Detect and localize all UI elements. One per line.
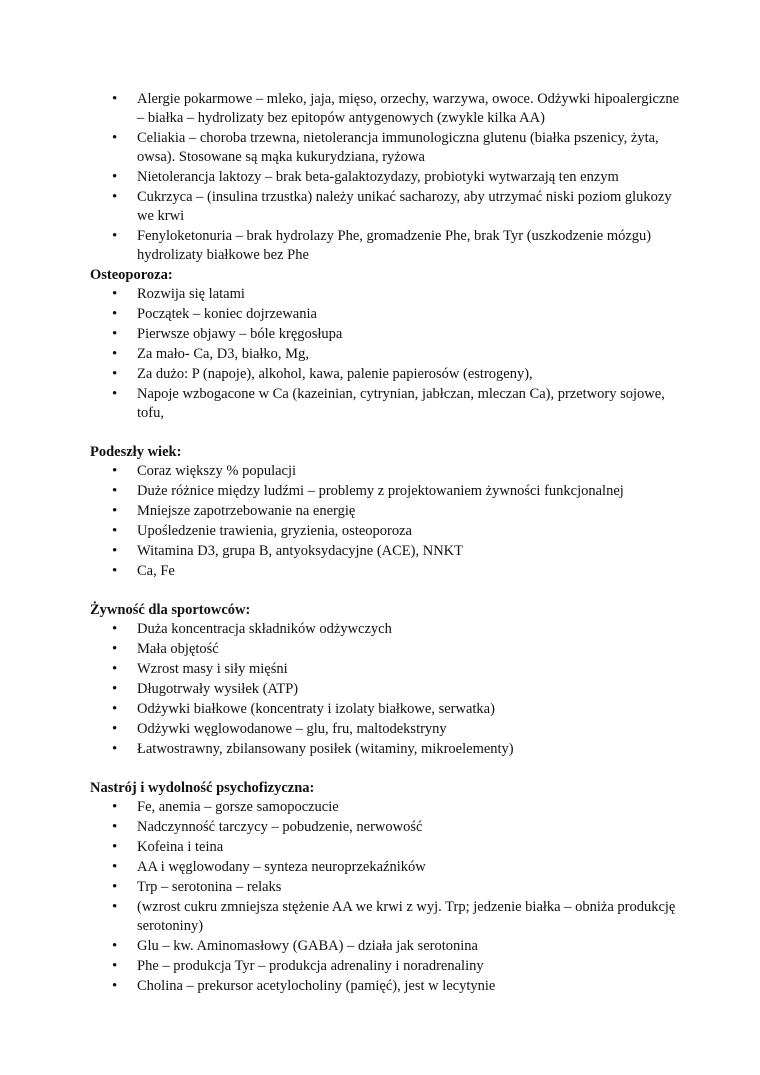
list-item: • Duże różnice między ludźmi – problemy z projektowaniem żywności funkcjonalnej — [90, 482, 680, 501]
section-heading-nastroj: Nastrój i wydolność psychofizyczna: — [90, 780, 315, 796]
paragraph-spacer — [90, 582, 680, 601]
section-list-podeszly-wiek — [90, 462, 680, 581]
list-item: • Rozwija się latami — [90, 285, 680, 304]
intro-list — [90, 90, 680, 265]
list-item: • Odżywki węglowodanowe – glu, fru, maltodekstryny — [90, 720, 680, 739]
paragraph-spacer — [90, 760, 680, 779]
list-item: • Phe – produkcja Tyr – produkcja adrenaliny i noradrenaliny — [90, 957, 680, 976]
document-body — [90, 90, 680, 997]
section-heading-osteoporoza: Osteoporoza: — [90, 267, 173, 283]
list-item: • Kofeina i teina — [90, 838, 680, 857]
list-item: • Początek – koniec dojrzewania — [90, 305, 680, 324]
paragraph-spacer — [90, 424, 680, 443]
list-item: • Mała objętość — [90, 640, 680, 659]
list-item: • Cukrzyca – (insulina trzustka) należy unikać sacharozy, aby utrzymać niski poziom glukozy we krwi — [90, 188, 680, 226]
list-item: • Łatwostrawny, zbilansowany posiłek (witaminy, mikroelementy) — [90, 740, 680, 759]
list-item: • Coraz większy % populacji — [90, 462, 680, 481]
list-item: • Odżywki białkowe (koncentraty i izolaty białkowe, serwatka) — [90, 700, 680, 719]
list-item: • (wzrost cukru zmniejsza stężenie AA we krwi z wyj. Trp; jedzenie białka – obniża produkcję serotoniny) — [90, 898, 680, 936]
list-item: • Nadczynność tarczycy – pobudzenie, nerwowość — [90, 818, 680, 837]
list-item: • Cholina – prekursor acetylocholiny (pamięć), jest w lecytynie — [90, 977, 680, 996]
list-item: • Za mało- Ca, D3, białko, Mg, — [90, 345, 680, 364]
section-list-nastroj — [90, 798, 680, 996]
section-heading-sportowcy: Żywność dla sportowców: — [90, 602, 251, 618]
list-item: • Ca, Fe — [90, 562, 680, 581]
section-list-osteoporoza — [90, 285, 680, 423]
list-item: • Nietolerancja laktozy – brak beta-galaktozydazy, probiotyki wytwarzają ten enzym — [90, 168, 680, 187]
list-item: • AA i węglowodany – synteza neuroprzekaźników — [90, 858, 680, 877]
list-item: • Mniejsze zapotrzebowanie na energię — [90, 502, 680, 521]
list-item: • Pierwsze objawy – bóle kręgosłupa — [90, 325, 680, 344]
list-item: • Za dużo: P (napoje), alkohol, kawa, palenie papierosów (estrogeny), — [90, 365, 680, 384]
section-list-sportowcy — [90, 620, 680, 759]
list-item: • Witamina D3, grupa B, antyoksydacyjne (ACE), NNKT — [90, 542, 680, 561]
list-item: • Fe, anemia – gorsze samopoczucie — [90, 798, 680, 817]
list-item: • Wzrost masy i siły mięśni — [90, 660, 680, 679]
list-item: • Trp – serotonina – relaks — [90, 878, 680, 897]
list-item: • Alergie pokarmowe – mleko, jaja, mięso, orzechy, warzywa, owoce. Odżywki hipoalergiczne – białka – hydrolizaty bez epitopów antygenowych (zwykle kilka AA) — [90, 90, 680, 128]
list-item: • Celiakia – choroba trzewna, nietolerancja immunologiczna glutenu (białka pszenicy, żyta, owsa). Stosowane są mąka kukurydziana, ryżowa — [90, 129, 680, 167]
list-item: • Duża koncentracja składników odżywczych — [90, 620, 680, 639]
section-heading-podeszly-wiek: Podeszły wiek: — [90, 444, 182, 460]
list-item: • Napoje wzbogacone w Ca (kazeinian, cytrynian, jabłczan, mleczan Ca), przetwory sojowe, tofu, — [90, 385, 680, 423]
list-item: • Glu – kw. Aminomasłowy (GABA) – działa jak serotonina — [90, 937, 680, 956]
list-item: • Długotrwały wysiłek (ATP) — [90, 680, 680, 699]
list-item: • Upośledzenie trawienia, gryzienia, osteoporoza — [90, 522, 680, 541]
list-item: • Fenyloketonuria – brak hydrolazy Phe, gromadzenie Phe, brak Tyr (uszkodzenie mózgu) hydrolizaty białkowe bez Phe — [90, 227, 680, 265]
